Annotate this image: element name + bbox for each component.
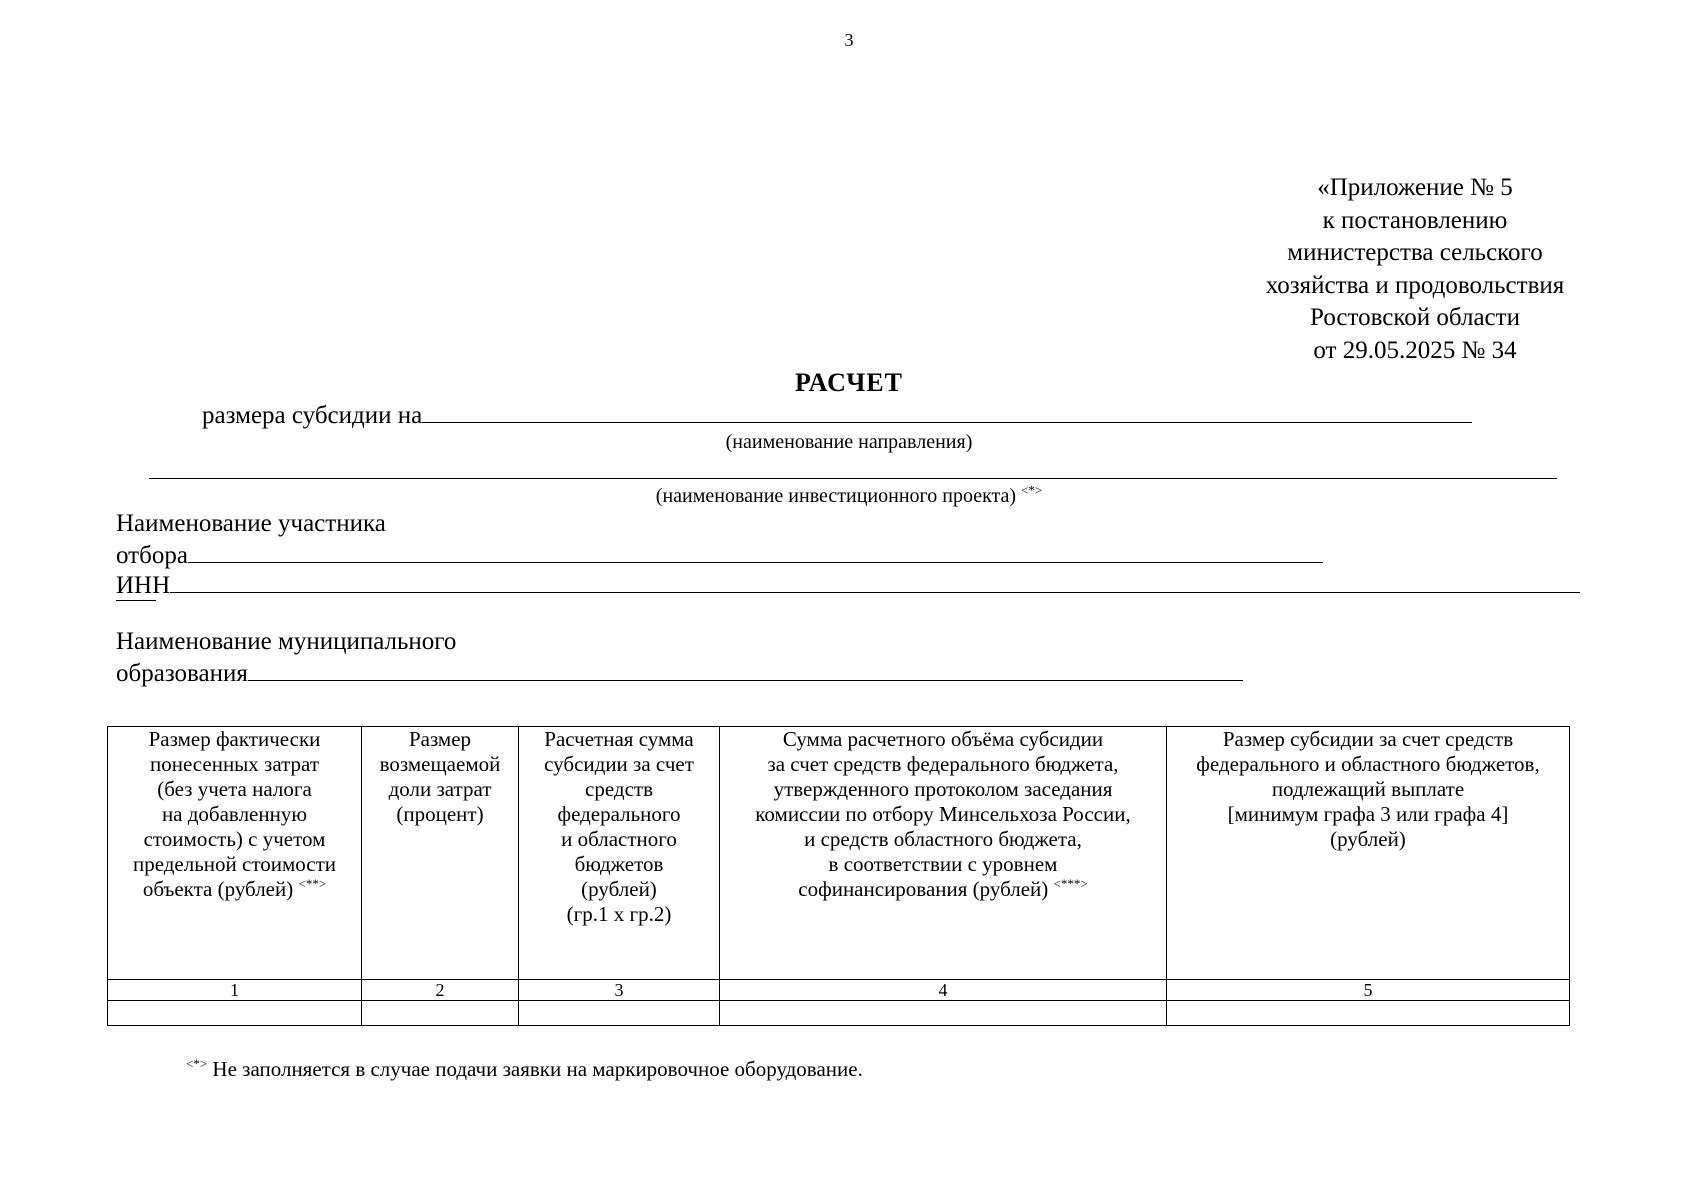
header-line: федерального xyxy=(557,802,681,826)
header-line: на добавленную xyxy=(161,802,308,826)
data-cell[interactable] xyxy=(108,1001,362,1026)
header-line: Размер субсидии за счет средств xyxy=(1222,727,1514,751)
footnote xyxy=(186,1057,863,1082)
header-line xyxy=(108,877,361,902)
calculation-table xyxy=(107,726,1570,1026)
header-line: федерального и областного бюджетов, xyxy=(1196,752,1540,776)
footnote-mark: <**> xyxy=(298,876,327,891)
header-line: подлежащий выплате xyxy=(1271,777,1465,801)
header-line: (рублей) xyxy=(581,877,657,901)
page-number: 3 xyxy=(844,30,854,50)
header-line: (гр.1 х гр.2) xyxy=(566,902,672,926)
header-line: [минимум графа 3 или графа 4] xyxy=(1227,802,1509,826)
participant-line xyxy=(116,540,1323,570)
inn-blank[interactable] xyxy=(170,570,1580,593)
column-number: 2 xyxy=(362,980,519,1001)
header-line: и областного xyxy=(561,827,677,851)
data-cell[interactable] xyxy=(519,1001,720,1026)
appendix-line: Ростовской области xyxy=(1310,304,1520,331)
footnote-mark: <*> xyxy=(186,1056,208,1071)
column-header-4 xyxy=(720,727,1167,980)
header-line: Расчетная сумма xyxy=(544,727,694,751)
header-line: предельной стоимости xyxy=(132,852,337,876)
project-blank[interactable] xyxy=(149,478,1557,479)
project-hint-text: (наименование инвестиционного проекта) xyxy=(655,485,1017,507)
column-number: 4 xyxy=(720,980,1167,1001)
appendix-line: от 29.05.2025 № 34 xyxy=(1313,336,1517,364)
header-line-text: объекта (рублей) xyxy=(142,877,294,901)
header-line: утвержденного протоколом заседания xyxy=(773,777,1113,801)
header-line: комиссии по отбору Минсельхоза России, xyxy=(755,802,1131,826)
data-cell[interactable] xyxy=(1167,1001,1570,1026)
table-row xyxy=(108,1001,1570,1026)
header-line: Сумма расчетного объёма субсидии xyxy=(782,727,1104,751)
direction-blank[interactable] xyxy=(422,400,1472,423)
municipality-line xyxy=(116,658,1243,688)
header-line: субсидии за счет xyxy=(544,752,694,776)
column-number: 1 xyxy=(108,980,362,1001)
column-number: 5 xyxy=(1167,980,1570,1001)
participant-label-line1: Наименование участника xyxy=(116,510,386,537)
appendix-line: хозяйства и продовольствия xyxy=(1265,271,1565,299)
appendix-line: «Приложение № 5 xyxy=(1317,174,1513,201)
header-line: средств xyxy=(585,777,653,801)
header-line: возмещаемой xyxy=(379,752,501,776)
header-line: стоимость) с учетом xyxy=(143,827,326,851)
appendix-line: министерства сельского xyxy=(1287,239,1543,266)
inn-label: ИНН xyxy=(116,572,171,599)
data-cell[interactable] xyxy=(362,1001,519,1026)
data-cell[interactable] xyxy=(720,1001,1167,1026)
header-line-text: софинансирования (рублей) xyxy=(798,877,1049,901)
municipality-label-line1: Наименование муниципального xyxy=(116,628,457,655)
table-numbering-row xyxy=(108,980,1570,1001)
document-title: РАСЧЕТ xyxy=(795,368,903,397)
footnote-mark: <***> xyxy=(1053,876,1088,891)
inn-line xyxy=(116,570,1580,600)
appendix-line: к постановлению xyxy=(1322,206,1508,234)
header-line: и средств областного бюджета, xyxy=(804,827,1082,851)
header-line: бюджетов xyxy=(574,852,664,876)
column-header-3 xyxy=(519,727,720,980)
subsidy-direction-line xyxy=(202,400,1472,430)
column-number: 3 xyxy=(519,980,720,1001)
inn-blank-continuation[interactable] xyxy=(116,600,156,601)
column-header-1 xyxy=(108,727,362,980)
header-line: доли затрат xyxy=(388,777,492,801)
subsidy-direction-label: размера субсидии на xyxy=(202,402,423,429)
column-header-2 xyxy=(362,727,519,980)
footnote-mark: <*> xyxy=(1021,482,1043,498)
table-header-row xyxy=(108,727,1570,980)
municipality-label-line2: образования xyxy=(116,660,248,687)
header-line: Размер фактически xyxy=(148,727,321,751)
column-header-5 xyxy=(1167,727,1570,980)
header-line: (процент) xyxy=(396,802,484,826)
footnote-text: Не заполняется в случае подачи заявки на маркировочное оборудование. xyxy=(207,1057,863,1081)
header-line: понесенных затрат xyxy=(149,752,319,776)
appendix-block xyxy=(1200,172,1630,367)
header-line: за счет средств федерального бюджета, xyxy=(767,752,1119,776)
municipality-blank[interactable] xyxy=(248,658,1243,681)
header-line: (без учета налога xyxy=(157,777,312,801)
header-line: в соответствии с уровнем xyxy=(828,852,1058,876)
header-line: Размер xyxy=(408,727,472,751)
project-hint xyxy=(0,482,1698,508)
direction-hint: (наименование направления) xyxy=(725,431,973,453)
participant-label-line2: отбора xyxy=(116,542,188,569)
participant-blank[interactable] xyxy=(188,540,1323,563)
header-line: (рублей) xyxy=(1330,827,1406,851)
header-line xyxy=(720,877,1166,902)
